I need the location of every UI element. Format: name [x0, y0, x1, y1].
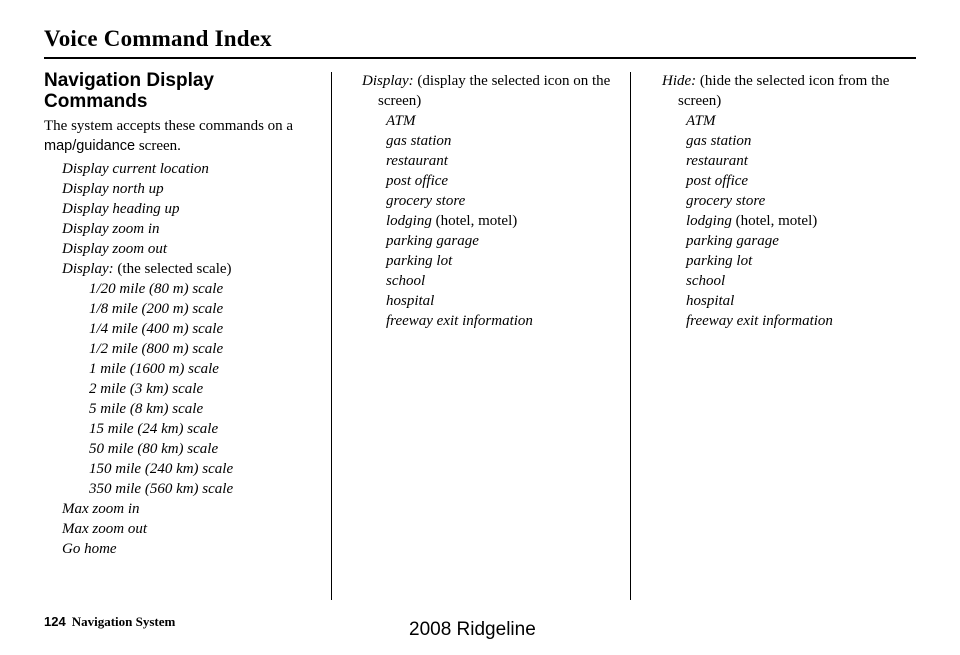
icon-option: ATM — [686, 113, 716, 129]
command-item: Display zoom in — [62, 221, 160, 237]
icon-option: school — [686, 273, 726, 289]
icon-option: restaurant — [686, 153, 748, 169]
column-divider — [630, 72, 631, 600]
icon-option: hospital — [386, 293, 435, 309]
column-display-commands — [44, 70, 322, 559]
section-heading-line2: Commands — [44, 91, 148, 112]
icon-option: restaurant — [386, 153, 448, 169]
section-heading — [44, 70, 322, 112]
scale-suffix: (the selected scale) — [113, 261, 232, 277]
icon-option: parking garage — [386, 233, 479, 249]
icon-option: grocery store — [386, 193, 466, 209]
hide-icon-command — [662, 71, 920, 111]
section-heading-line1: Navigation Display — [44, 70, 214, 91]
page-title: Voice Command Index — [44, 26, 272, 51]
icon-option: freeway exit information — [386, 313, 533, 329]
icon-option: hospital — [686, 293, 735, 309]
scale-option: 350 mile (560 km) scale — [89, 481, 234, 497]
icon-option: parking lot — [686, 253, 753, 269]
scale-option: 1 mile (1600 m) scale — [89, 361, 219, 377]
command-item: Display heading up — [62, 201, 180, 217]
icon-option: parking lot — [386, 253, 453, 269]
intro-text-2: screen. — [135, 138, 181, 154]
scale-option: 15 mile (24 km) scale — [89, 421, 219, 437]
column-hide-icons — [662, 71, 920, 331]
icon-option: grocery store — [686, 193, 766, 209]
header-divider — [44, 57, 916, 59]
scale-option: 1/8 mile (200 m) scale — [89, 301, 224, 317]
icon-option: post office — [686, 173, 749, 189]
icon-option: gas station — [386, 133, 452, 149]
icon-option-lodging — [662, 211, 920, 231]
column-divider — [331, 72, 332, 600]
section-intro — [44, 116, 322, 156]
icon-option: ATM — [386, 113, 416, 129]
scale-option: 2 mile (3 km) scale — [89, 381, 204, 397]
icon-option-lodging — [362, 211, 620, 231]
intro-text-1: The system accepts these commands on a — [44, 118, 294, 134]
scale-option: 1/2 mile (800 m) scale — [89, 341, 224, 357]
icon-option: gas station — [686, 133, 752, 149]
display-icon-command — [362, 71, 620, 111]
command-item: Go home — [62, 541, 117, 557]
footer-label: Navigation System — [71, 614, 176, 629]
icon-option: post office — [386, 173, 449, 189]
scale-option: 1/4 mile (400 m) scale — [89, 321, 224, 337]
icon-option: school — [386, 273, 426, 289]
command-display-scale — [44, 259, 322, 279]
lodging-note: (hotel, motel) — [731, 213, 818, 229]
scale-option: 5 mile (8 km) scale — [89, 401, 204, 417]
lodging-note: (hotel, motel) — [431, 213, 518, 229]
command-item: Max zoom in — [62, 501, 140, 517]
column-display-icons — [362, 71, 620, 331]
lodging-label: lodging — [686, 213, 732, 229]
display-icon-label: Display: — [362, 73, 414, 89]
icon-option: freeway exit information — [686, 313, 833, 329]
hide-icon-desc: (hide the selected icon from the screen) — [678, 73, 890, 109]
icon-option: parking garage — [686, 233, 779, 249]
command-item: Display north up — [62, 181, 164, 197]
command-item: Display zoom out — [62, 241, 167, 257]
watermark: 2008 Ridgeline — [409, 619, 536, 640]
page-number: 124 — [44, 614, 66, 629]
scale-option: 1/20 mile (80 m) scale — [89, 281, 224, 297]
scale-option: 150 mile (240 km) scale — [89, 461, 234, 477]
lodging-label: lodging — [386, 213, 432, 229]
hide-icon-label: Hide: — [662, 73, 697, 89]
intro-screen-name: map/guidance — [44, 138, 136, 154]
scale-label: Display: — [62, 261, 114, 277]
scale-option: 50 mile (80 km) scale — [89, 441, 219, 457]
command-item: Max zoom out — [62, 521, 147, 537]
page-footer — [44, 614, 175, 630]
display-icon-desc: (display the selected icon on the screen) — [378, 73, 611, 109]
command-item: Display current location — [62, 161, 209, 177]
